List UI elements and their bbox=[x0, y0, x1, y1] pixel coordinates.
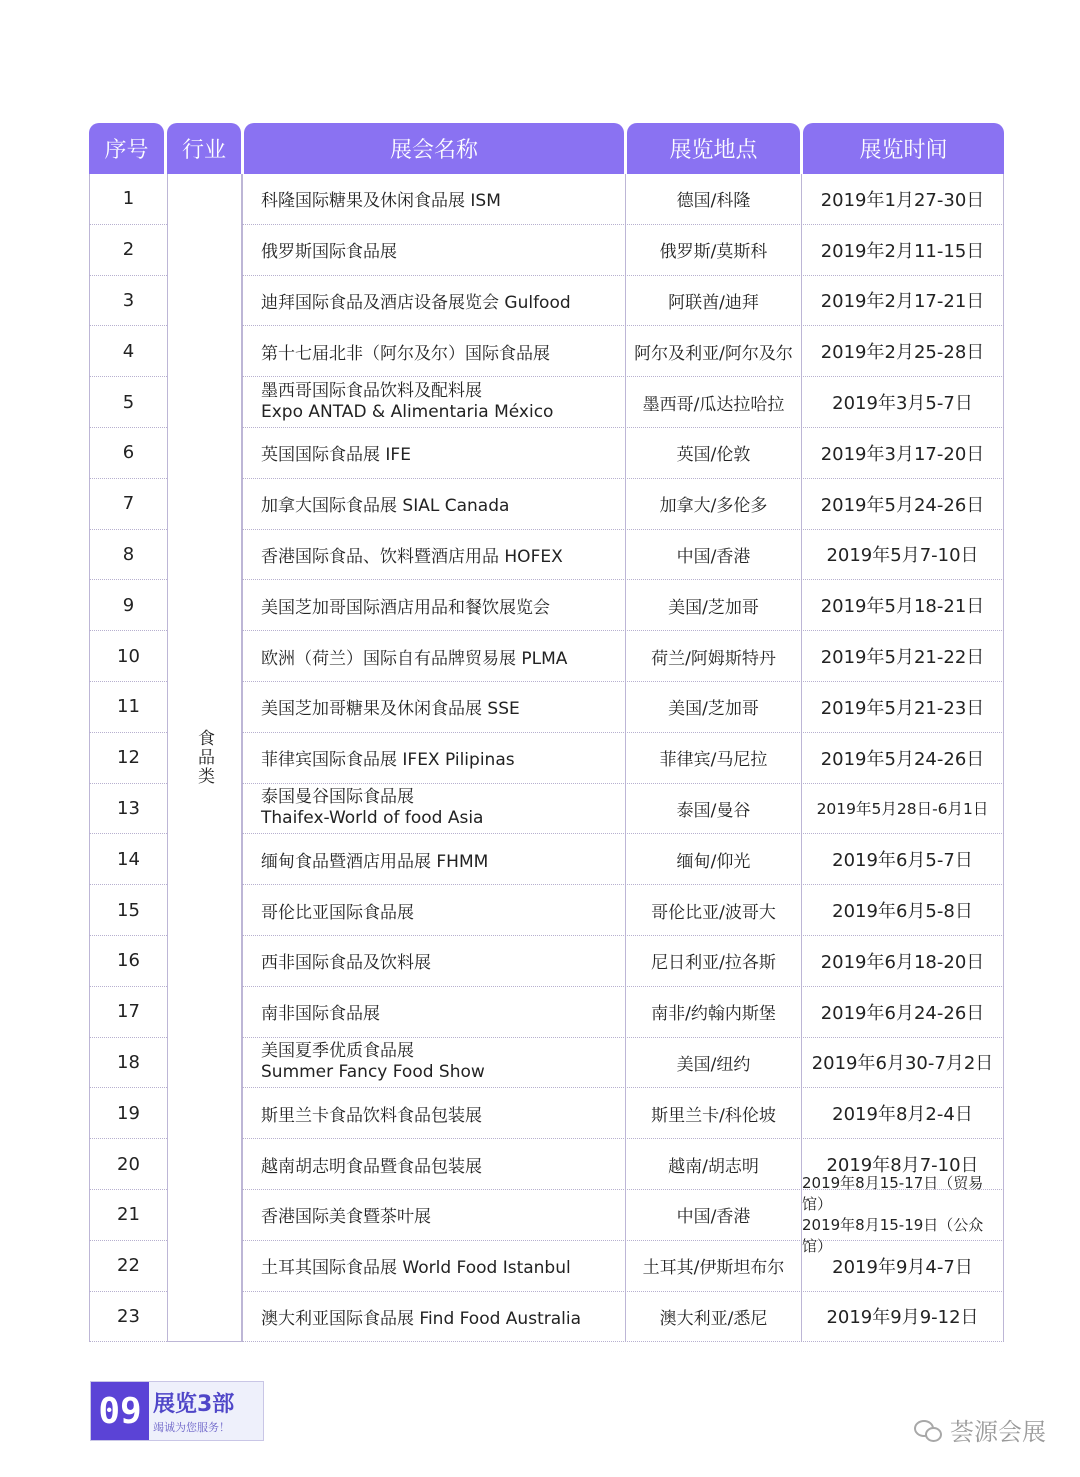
exhibition-time-text: 2019年9月4-7日 bbox=[832, 1256, 973, 1278]
exhibition-name-text: 美国芝加哥糖果及休闲食品展 SSE bbox=[261, 699, 520, 720]
exhibition-place: 德国/科隆 bbox=[625, 174, 801, 224]
page-number: 09 bbox=[91, 1382, 149, 1440]
table-row bbox=[242, 479, 1004, 530]
table-row bbox=[242, 174, 1004, 225]
exhibition-name bbox=[242, 1139, 625, 1189]
exhibition-place: 尼日利亚/拉各斯 bbox=[625, 936, 801, 986]
exhibition-name bbox=[242, 326, 625, 376]
exhibition-time-text: 2019年3月5-7日 bbox=[832, 393, 973, 415]
exhibition-name bbox=[242, 428, 625, 478]
table-row bbox=[242, 225, 1004, 276]
exhibition-name bbox=[242, 580, 625, 630]
row-number: 15 bbox=[89, 885, 167, 936]
exhibition-place: 美国/芝加哥 bbox=[625, 580, 801, 630]
table-row bbox=[242, 530, 1004, 581]
row-number: 21 bbox=[89, 1190, 167, 1241]
exhibition-place: 越南/胡志明 bbox=[625, 1139, 801, 1189]
table-row bbox=[242, 987, 1004, 1038]
exhibition-name-text: 越南胡志明食品暨食品包装展 bbox=[261, 1156, 482, 1177]
exhibition-name-text: 加拿大国际食品展 SIAL Canada bbox=[261, 496, 510, 517]
exhibition-time-text: 2019年8月7-10日 bbox=[826, 1155, 979, 1177]
exhibition-name bbox=[242, 1190, 625, 1240]
exhibition-name bbox=[242, 987, 625, 1037]
exhibition-name bbox=[242, 733, 625, 783]
exhibition-time-text: 2019年5月18-21日 bbox=[820, 596, 985, 618]
exhibition-time-text: 2019年6月30-7月2日 bbox=[811, 1053, 994, 1075]
table-row bbox=[242, 428, 1004, 479]
row-number: 20 bbox=[89, 1139, 167, 1190]
row-number: 10 bbox=[89, 631, 167, 682]
row-number: 18 bbox=[89, 1038, 167, 1089]
exhibition-name bbox=[242, 377, 625, 427]
exhibition-name bbox=[242, 885, 625, 935]
exhibition-name bbox=[242, 479, 625, 529]
exhibition-time-text: 2019年5月28日-6月1日 bbox=[816, 800, 989, 819]
table-row bbox=[242, 885, 1004, 936]
header-industry: 行业 bbox=[167, 123, 241, 174]
exhibition-time bbox=[801, 631, 1004, 681]
table-row bbox=[242, 682, 1004, 733]
exhibition-time bbox=[801, 834, 1004, 884]
exhibition-place: 中国/香港 bbox=[625, 1190, 801, 1240]
exhibition-time bbox=[801, 1088, 1004, 1138]
exhibition-place: 美国/芝加哥 bbox=[625, 682, 801, 732]
table-row bbox=[242, 784, 1004, 835]
exhibition-table bbox=[89, 123, 1004, 1342]
exhibition-time-text: 2019年9月9-12日 bbox=[826, 1307, 979, 1329]
row-number: 9 bbox=[89, 580, 167, 631]
exhibition-place: 缅甸/仰光 bbox=[625, 834, 801, 884]
exhibition-name-text: 西非国际食品及饮料展 bbox=[261, 953, 431, 974]
table-row bbox=[242, 1088, 1004, 1139]
exhibition-time-text: 2019年5月21-23日 bbox=[820, 697, 985, 719]
table-row bbox=[242, 1038, 1004, 1089]
exhibition-time-text: 2019年5月21-22日 bbox=[820, 647, 985, 669]
exhibition-name-text: 第十七届北非（阿尔及尔）国际食品展 bbox=[261, 343, 550, 364]
exhibition-time bbox=[801, 1241, 1004, 1291]
exhibition-time bbox=[801, 784, 1004, 834]
exhibition-name-text: 欧洲（荷兰）国际自有品牌贸易展 PLMA bbox=[261, 648, 568, 669]
exhibition-name bbox=[242, 276, 625, 326]
exhibition-time bbox=[801, 174, 1004, 224]
exhibition-time-text: 2019年5月24-26日 bbox=[820, 748, 985, 770]
row-number: 2 bbox=[89, 225, 167, 276]
exhibition-name-text: 英国国际食品展 IFE bbox=[261, 445, 411, 466]
exhibition-place: 哥伦比亚/波哥大 bbox=[625, 885, 801, 935]
exhibition-name-text: 哥伦比亚国际食品展 bbox=[261, 902, 414, 923]
footer-logo bbox=[90, 1381, 264, 1441]
exhibition-name-english: Thaifex-World of food Asia bbox=[261, 808, 484, 829]
watermark bbox=[914, 1412, 1046, 1447]
table-row bbox=[242, 733, 1004, 784]
exhibition-name-text: 菲律宾国际食品展 IFEX Pilipinas bbox=[261, 750, 515, 771]
exhibition-name-text: 香港国际美食暨茶叶展 bbox=[261, 1207, 431, 1228]
exhibition-place: 阿尔及利亚/阿尔及尔 bbox=[625, 326, 801, 376]
exhibition-name-text: 斯里兰卡食品饮料食品包装展 bbox=[261, 1105, 482, 1126]
exhibition-place: 土耳其/伊斯坦布尔 bbox=[625, 1241, 801, 1291]
exhibition-place: 菲律宾/马尼拉 bbox=[625, 733, 801, 783]
exhibition-name-text: 香港国际食品、饮料暨酒店用品 HOFEX bbox=[261, 546, 563, 567]
exhibition-name-text: 南非国际食品展 bbox=[261, 1004, 380, 1025]
exhibition-name bbox=[242, 631, 625, 681]
header-no: 序号 bbox=[89, 123, 164, 174]
exhibition-time bbox=[801, 580, 1004, 630]
exhibition-place: 斯里兰卡/科伦坡 bbox=[625, 1088, 801, 1138]
exhibition-name-text: 墨西哥国际食品饮料及配料展 bbox=[261, 381, 482, 402]
table-header bbox=[89, 123, 1004, 174]
exhibition-time bbox=[801, 530, 1004, 580]
exhibition-time bbox=[801, 1038, 1004, 1088]
exhibition-time bbox=[801, 987, 1004, 1037]
exhibition-place: 南非/约翰内斯堡 bbox=[625, 987, 801, 1037]
row-number: 12 bbox=[89, 733, 167, 784]
table-row bbox=[242, 1173, 1004, 1255]
row-number: 16 bbox=[89, 936, 167, 987]
exhibition-name-english: Expo ANTAD & Alimentaria México bbox=[261, 402, 554, 423]
header-time: 展览时间 bbox=[803, 123, 1004, 174]
exhibition-time-text: 2019年1月27-30日 bbox=[820, 189, 985, 211]
row-number: 14 bbox=[89, 834, 167, 885]
exhibition-name-text: 科隆国际糖果及休闲食品展 ISM bbox=[261, 191, 501, 212]
brand-text bbox=[149, 1387, 234, 1435]
exhibition-name-text: 俄罗斯国际食品展 bbox=[261, 242, 397, 263]
exhibition-name-text: 缅甸食品暨酒店用品展 FHMM bbox=[261, 851, 489, 872]
table-row bbox=[242, 1241, 1004, 1292]
exhibition-time bbox=[801, 479, 1004, 529]
row-number: 8 bbox=[89, 530, 167, 581]
table-row bbox=[242, 936, 1004, 987]
exhibition-time-text: 2019年2月11-15日 bbox=[820, 240, 985, 262]
exhibition-time bbox=[801, 1292, 1004, 1342]
exhibition-time-text: 2019年8月15-17日（贸易馆） bbox=[802, 1173, 984, 1213]
watermark-text: 荟源会展 bbox=[950, 1418, 1046, 1446]
exhibition-place: 荷兰/阿姆斯特丹 bbox=[625, 631, 801, 681]
exhibition-time bbox=[801, 936, 1004, 986]
exhibition-time bbox=[801, 276, 1004, 326]
exhibition-name-text: 迪拜国际食品及酒店设备展览会 Gulfood bbox=[261, 292, 571, 313]
exhibition-time bbox=[801, 326, 1004, 376]
industry-cell bbox=[167, 174, 242, 1342]
exhibition-time-text: 2019年6月5-7日 bbox=[832, 850, 973, 872]
exhibition-time-text: 2019年8月2-4日 bbox=[832, 1104, 973, 1126]
exhibition-name bbox=[242, 1241, 625, 1291]
exhibition-time bbox=[801, 1173, 1004, 1255]
exhibition-name bbox=[242, 1038, 625, 1088]
exhibition-place: 泰国/曼谷 bbox=[625, 784, 801, 834]
exhibition-time-text: 2019年5月7-10日 bbox=[826, 545, 979, 567]
exhibition-time bbox=[801, 428, 1004, 478]
wechat-icon bbox=[914, 1419, 942, 1441]
brand-sub: 竭诚为您服务！ bbox=[153, 1421, 230, 1434]
exhibition-place: 澳大利亚/悉尼 bbox=[625, 1292, 801, 1342]
row-number: 13 bbox=[89, 784, 167, 835]
row-number: 4 bbox=[89, 326, 167, 377]
exhibition-name bbox=[242, 530, 625, 580]
exhibition-time-text-2: 2019年8月15-19日（公众馆） bbox=[802, 1215, 984, 1255]
table-row bbox=[242, 326, 1004, 377]
exhibition-time-text: 2019年2月17-21日 bbox=[820, 291, 985, 313]
row-number: 1 bbox=[89, 174, 167, 225]
row-number: 17 bbox=[89, 987, 167, 1038]
exhibition-place: 美国/纽约 bbox=[625, 1038, 801, 1088]
exhibition-time-text: 2019年2月25-28日 bbox=[820, 342, 985, 364]
exhibition-name-english: Summer Fancy Food Show bbox=[261, 1062, 485, 1083]
industry-label: 食品类 bbox=[194, 729, 214, 787]
exhibition-place: 中国/香港 bbox=[625, 530, 801, 580]
exhibition-time bbox=[801, 225, 1004, 275]
exhibition-place: 英国/伦敦 bbox=[625, 428, 801, 478]
exhibition-place: 阿联酋/迪拜 bbox=[625, 276, 801, 326]
header-name: 展会名称 bbox=[244, 123, 624, 174]
table-row bbox=[242, 1292, 1004, 1343]
exhibition-time-text: 2019年3月17-20日 bbox=[820, 443, 985, 465]
exhibition-time bbox=[801, 377, 1004, 427]
table-row bbox=[242, 580, 1004, 631]
exhibition-time-text: 2019年6月24-26日 bbox=[820, 1002, 985, 1024]
header-place: 展览地点 bbox=[627, 123, 800, 174]
exhibition-name-text: 澳大利亚国际食品展 Find Food Australia bbox=[261, 1308, 582, 1329]
exhibition-time-text: 2019年5月24-26日 bbox=[820, 494, 985, 516]
column-details bbox=[242, 174, 1004, 1342]
row-number: 19 bbox=[89, 1088, 167, 1139]
table-row bbox=[242, 276, 1004, 327]
exhibition-name bbox=[242, 936, 625, 986]
table-body bbox=[89, 174, 1004, 1342]
exhibition-place: 加拿大/多伦多 bbox=[625, 479, 801, 529]
exhibition-name bbox=[242, 1292, 625, 1342]
exhibition-name-text: 泰国曼谷国际食品展 bbox=[261, 787, 414, 808]
exhibition-time-text: 2019年6月5-8日 bbox=[832, 901, 973, 923]
column-no bbox=[89, 174, 167, 1342]
row-number: 6 bbox=[89, 428, 167, 479]
table-row bbox=[242, 377, 1004, 428]
exhibition-name-text: 美国芝加哥国际酒店用品和餐饮展览会 bbox=[261, 597, 550, 618]
row-number: 11 bbox=[89, 682, 167, 733]
exhibition-name bbox=[242, 682, 625, 732]
exhibition-time bbox=[801, 733, 1004, 783]
exhibition-name bbox=[242, 225, 625, 275]
exhibition-time bbox=[801, 885, 1004, 935]
exhibition-name bbox=[242, 1088, 625, 1138]
row-number: 23 bbox=[89, 1292, 167, 1343]
exhibition-name bbox=[242, 784, 625, 834]
exhibition-name-text: 美国夏季优质食品展 bbox=[261, 1041, 414, 1062]
exhibition-name-text: 土耳其国际食品展 World Food Istanbul bbox=[261, 1258, 571, 1279]
exhibition-place: 墨西哥/瓜达拉哈拉 bbox=[625, 377, 801, 427]
row-number: 3 bbox=[89, 276, 167, 327]
table-row bbox=[242, 631, 1004, 682]
row-number: 7 bbox=[89, 479, 167, 530]
exhibition-time-text: 2019年6月18-20日 bbox=[820, 951, 985, 973]
exhibition-name bbox=[242, 834, 625, 884]
table-row bbox=[242, 834, 1004, 885]
exhibition-time bbox=[801, 682, 1004, 732]
exhibition-place: 俄罗斯/莫斯科 bbox=[625, 225, 801, 275]
row-number: 5 bbox=[89, 377, 167, 428]
brand-main: 展览3部 bbox=[153, 1392, 235, 1417]
exhibition-name bbox=[242, 174, 625, 224]
row-number: 22 bbox=[89, 1241, 167, 1292]
